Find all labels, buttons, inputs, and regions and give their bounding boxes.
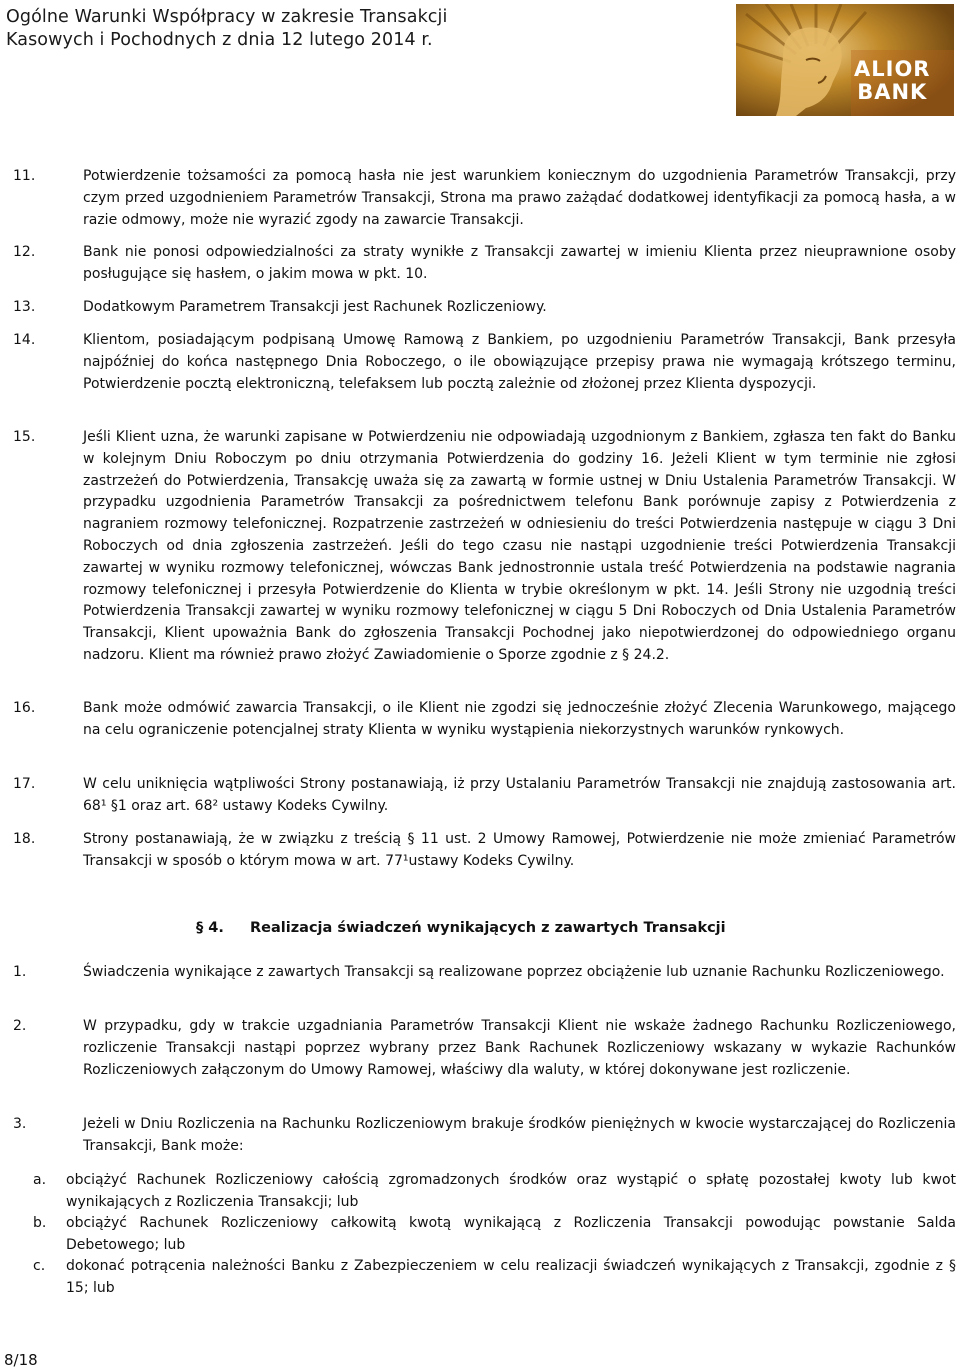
item-number: 1. xyxy=(13,964,27,980)
list-item xyxy=(0,330,960,395)
item-number: 11. xyxy=(13,168,36,184)
logo-wordmark xyxy=(854,58,930,104)
header-title-line-1: Ogólne Warunki Współpracy w zakresie Transakcji xyxy=(6,7,448,27)
sub-item-label: c. xyxy=(33,1258,46,1274)
list-item xyxy=(0,427,960,667)
item-number: 3. xyxy=(13,1116,27,1132)
sub-list-item xyxy=(0,1213,960,1257)
sub-item-text xyxy=(66,1170,956,1214)
item-text: Jeżeli w Dniu Rozliczenia na Rachunku Rozliczeniowym brakuje środków pieniężnych w kwocie wystarczającej do Rozliczenia Transakcji, Bank może: xyxy=(83,1116,956,1154)
item-text: W celu uniknięcia wątpliwości Strony postanawiają, iż przy Ustalaniu Parametrów Transakcji nie znajdują zastosowania art. 68¹ §1 oraz art. 68² ustawy Kodeks Cywilny. xyxy=(83,776,956,814)
item-number: 17. xyxy=(13,776,36,792)
list-item xyxy=(0,774,960,818)
item-number: 2. xyxy=(13,1018,27,1034)
header-title-line-2: Kasowych i Pochodnych z dnia 12 lutego 2014 r. xyxy=(6,30,433,50)
list-item xyxy=(0,829,960,873)
sub-item-text xyxy=(66,1213,956,1257)
list-item xyxy=(0,1114,960,1158)
sub-item-text-content: obciążyć Rachunek Rozliczeniowy całkowitą kwotą wynikającą z Rozliczenia Transakcji powodując powstanie Salda Debetowego; lub xyxy=(66,1215,956,1253)
section-number: § 4. xyxy=(196,920,224,936)
item-text: Potwierdzenie tożsamości za pomocą hasła nie jest warunkiem koniecznym do uzgodnienia Parametrów Transakcji, przy czym przed uzgodnieniem Parametrów Transakcji, Strona ma prawo zażądać dodatkowej identyfikacji za pomocą hasła, a w razie odmowy, może nie wyrazić zgody na zawarcie Transakcji. xyxy=(83,168,956,228)
sub-item-text-content: obciążyć Rachunek Rozliczeniowy całością zgromadzonych środków oraz wystąpić o spłatę pozostałej kwoty lub kwot wynikających z Rozliczenia Transakcji; lub xyxy=(66,1172,956,1210)
item-text: Bank może odmówić zawarcia Transakcji, o ile Klient nie zgodzi się jednocześnie złożyć Zlecenia Warunkowego, mającego na celu ograniczenie potencjalnej straty Klienta w wyniku wystąpienia niekorzystnych warunków rynkowych. xyxy=(83,700,956,738)
item-text: Bank nie ponosi odpowiedzialności za straty wynikłe z Transakcji zawartej w imieniu Klienta przez nieuprawnione osoby posługujące się hasłem, o jakim mowa w pkt. 10. xyxy=(83,244,956,282)
list-item xyxy=(0,1016,960,1081)
sub-list-item xyxy=(0,1256,960,1300)
logo-wordmark-line-1: ALIOR xyxy=(854,57,931,81)
sub-item-text-content: dokonać potrącenia należności Banku z Zabezpieczeniem w celu realizacji świadczeń wynikających z Transakcji, zgodnie z § 15; lub xyxy=(66,1258,956,1296)
sub-item-label: b. xyxy=(33,1215,47,1231)
logo-wordmark-line-2: BANK xyxy=(857,80,928,104)
item-text: Świadczenia wynikające z zawartych Transakcji są realizowane poprzez obciążenie lub uznanie Rachunku Rozliczeniowego. xyxy=(83,964,945,980)
item-number: 16. xyxy=(13,700,36,716)
list-item xyxy=(0,962,960,984)
document-header-title xyxy=(6,6,447,52)
item-number: 13. xyxy=(13,299,36,315)
item-text: Klientom, posiadającym podpisaną Umowę Ramową z Bankiem, po uzgodnieniu Parametrów Transakcji, Bank przesyła najpóźniej do końca następnego Dnia Roboczego, o ile obowiązujące przepisy prawa nie wymagają krótszego terminu, Potwierdzenie pocztą elektroniczną, telefaksem lub pocztą zależnie od złożonej przez Klienta dyspozycji. xyxy=(83,332,956,392)
item-text: Jeśli Klient uzna, że warunki zapisane w Potwierdzeniu nie odpowiadają uzgodnionym z Bankiem, zgłasza ten fakt do Banku w kolejnym Dniu Roboczym po dniu otrzymania Potwierdzenia do godziny 16. Jeżeli Klient w tym terminie nie zgłosi zastrzeżeń do Potwierdzenia, Transakcję uważa się za zawartą w formie ustnej w Dniu Ustalenia Parametrów Transakcji. W przypadku uzgodnienia Parametrów Transakcji za pośrednictwem telefonu Bank porównuje zapisy z Potwierdzenia z nagraniem rozmowy telefonicznej. Rozpatrzenie zastrzeżeń w odniesieniu do treści Potwierdzenia następuje w ciągu 3 Dni Roboczych od dnia zgłoszenia zastrzeżeń. Jeśli do tego czasu nie nastąpi uzgodnienie treści Potwierdzenia Transakcji zawartej w wyniku rozmowy telefonicznej, wówczas Bank jednostronnie ustala treść Potwierdzenia na podstawie nagrania rozmowy telefonicznej i przesyła Potwierdzenie do Klienta w trybie określonym w pkt. 14. Jeśli Strony nie uzgodnią treści Potwierdzenia Transakcji zawartej w wyniku rozmowy telefonicznej w ciągu 5 Dni Roboczych od Dnia Ustalenia Parametrów Transakcji, Klient upoważnia Bank do zgłoszenia Transakcji Pochodnej jako niepotwierdzonej do odpowiedniego organu nadzoru. Klient ma również prawo złożyć Zawiadomienie o Sporze zgodnie z § 24.2. xyxy=(83,429,956,663)
list-item xyxy=(0,242,960,286)
item-text: Strony postanawiają, że w związku z treścią § 11 ust. 2 Umowy Ramowej, Potwierdzenie nie może zmieniać Parametrów Transakcji w sposób o którym mowa w art. 77¹ustawy Kodeks Cywilny. xyxy=(83,831,956,869)
section-heading xyxy=(196,917,726,939)
item-text: W przypadku, gdy w trakcie uzgadniania Parametrów Transakcji Klient nie wskaże żadnego Rachunku Rozliczeniowego, rozliczenie Transakcji nastąpi poprzez wybrany przez Bank Rachunek Rozliczeniowy wskazany w wykazie Rachunków Rozliczeniowych załączonym do Umowy Ramowej, właściwy dla waluty, w której dokonywane jest rozliczenie. xyxy=(83,1018,956,1078)
alior-bank-logo xyxy=(736,4,954,116)
section-title: Realizacja świadczeń wynikających z zawartych Transakcji xyxy=(250,920,726,936)
list-item xyxy=(0,297,960,319)
list-item xyxy=(0,698,960,742)
sub-list-item xyxy=(0,1170,960,1214)
list-item xyxy=(0,166,960,231)
page-number: 8/18 xyxy=(4,1351,38,1369)
item-number: 15. xyxy=(13,429,36,445)
sub-item-label: a. xyxy=(33,1172,47,1188)
item-number: 12. xyxy=(13,244,36,260)
item-number: 18. xyxy=(13,831,36,847)
sub-item-text xyxy=(66,1256,956,1300)
item-number: 14. xyxy=(13,332,36,348)
item-text: Dodatkowym Parametrem Transakcji jest Rachunek Rozliczeniowy. xyxy=(83,299,547,315)
